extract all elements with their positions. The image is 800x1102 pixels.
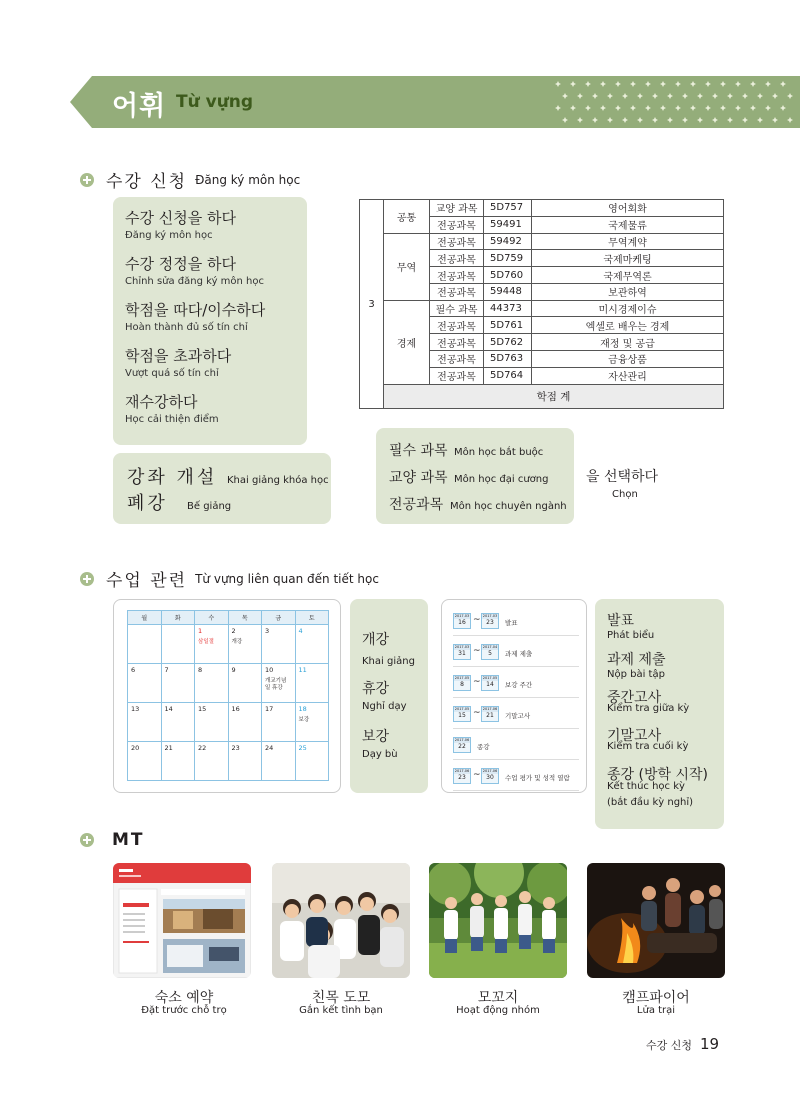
group-activity-illustration bbox=[429, 863, 567, 978]
caption-vi: Gắn kết tình bạn bbox=[299, 1005, 383, 1016]
course-code: 59491 bbox=[484, 216, 532, 233]
plus-icon bbox=[80, 833, 94, 847]
vocab-box-course-open bbox=[113, 453, 331, 524]
photo-campfire bbox=[587, 863, 725, 978]
course-code: 5D760 bbox=[484, 267, 532, 284]
vocab-vi: (bắt đầu kỳ nghỉ) bbox=[607, 797, 694, 808]
header-banner bbox=[70, 76, 800, 128]
course-type: 필수 과목 bbox=[430, 300, 484, 317]
group-cell: 경제 bbox=[384, 300, 430, 384]
vocab-vi: Nộp bài tập bbox=[607, 669, 665, 680]
group-cell: 공통 bbox=[384, 200, 430, 234]
vocab-item: 교양 과목 Môn học đại cương bbox=[389, 470, 549, 486]
plus-icon bbox=[80, 173, 94, 187]
day-number: 25 bbox=[298, 744, 307, 752]
calendar-day bbox=[262, 742, 296, 781]
start-date: 2017.06 23 bbox=[453, 768, 471, 784]
end-date: 2017.05 14 bbox=[481, 675, 499, 691]
booking-website-illustration bbox=[113, 863, 251, 978]
start-date: 2017.03 16 bbox=[453, 613, 471, 629]
vocab-box-course-types bbox=[376, 428, 574, 524]
day-number: 22 bbox=[198, 744, 207, 752]
section-heading-mt: MT bbox=[80, 830, 153, 850]
course-name: 영어회화 bbox=[532, 200, 724, 217]
course-code: 5D763 bbox=[484, 351, 532, 368]
course-type: 전공과목 bbox=[430, 351, 484, 368]
calendar-weekday: 금 bbox=[262, 611, 296, 625]
day-number: 24 bbox=[265, 744, 274, 752]
day-number: 7 bbox=[164, 666, 169, 674]
vocab-vi: Kết thúc học kỳ bbox=[607, 781, 685, 792]
vocab-ko: 중간고사 bbox=[607, 690, 662, 706]
photo-group-activity bbox=[429, 863, 567, 978]
plus-icon bbox=[80, 572, 94, 586]
vocab-ko: 개강 bbox=[362, 632, 390, 648]
day-number: 11 bbox=[298, 666, 307, 674]
day-number: 10 bbox=[265, 666, 274, 674]
course-code: 44373 bbox=[484, 300, 532, 317]
vocab-item: 강좌 개설 Khai giảng khóa học bbox=[127, 467, 329, 488]
course-row bbox=[360, 200, 724, 217]
end-date: 2017.06 30 bbox=[481, 768, 499, 784]
select-verb: 을 선택하다 bbox=[586, 469, 659, 485]
course-name: 무역계약 bbox=[532, 233, 724, 250]
caption-ko: 친목 도모 bbox=[311, 990, 371, 1006]
start-date: 2017.03 31 bbox=[453, 644, 471, 660]
schedule-item bbox=[453, 637, 579, 667]
vocab-vi: Nghỉ dạy bbox=[362, 701, 407, 712]
vocab-ko: 발표 bbox=[607, 613, 635, 629]
range-tilde: ~ bbox=[473, 646, 481, 656]
vocab-vi: Kiểm tra giữa kỳ bbox=[607, 703, 690, 714]
course-row bbox=[360, 300, 724, 317]
calendar-day bbox=[161, 703, 195, 742]
calendar-day bbox=[262, 664, 296, 703]
calendar-day bbox=[195, 664, 229, 703]
calendar-week bbox=[128, 703, 329, 742]
schedule-label: 보강 주간 bbox=[505, 681, 533, 689]
calendar-weekday: 토 bbox=[295, 611, 329, 625]
calendar-day bbox=[228, 703, 262, 742]
start-date: 2017.06 22 bbox=[453, 737, 471, 753]
campfire-illustration bbox=[587, 863, 725, 978]
day-number: 14 bbox=[164, 705, 173, 713]
caption-ko: 캠프파이어 bbox=[622, 990, 690, 1006]
course-code: 5D762 bbox=[484, 334, 532, 351]
schedule-card bbox=[441, 599, 587, 793]
calendar-day bbox=[195, 742, 229, 781]
schedule-item bbox=[453, 606, 579, 636]
page-title: 어휘 bbox=[112, 91, 167, 122]
section-heading-registration: 수강 신청 Đăng ký môn học bbox=[80, 167, 300, 192]
calendar bbox=[127, 610, 329, 781]
vocab-ko: 과제 제출 bbox=[607, 652, 666, 668]
calendar-day bbox=[195, 703, 229, 742]
day-number: 9 bbox=[231, 666, 236, 674]
calendar-week bbox=[128, 664, 329, 703]
vocab-item: 수강 정정을 하다 Chỉnh sửa đăng ký môn học bbox=[125, 255, 265, 287]
day-number: 2 bbox=[231, 627, 236, 635]
vocab-box-academic-events bbox=[595, 599, 724, 829]
caption-ko: 모꼬지 bbox=[477, 990, 519, 1006]
day-number: 16 bbox=[231, 705, 240, 713]
course-code: 59492 bbox=[484, 233, 532, 250]
vocab-item: 폐강 Bế giảng bbox=[127, 493, 232, 514]
page-number: 19 bbox=[700, 1035, 720, 1053]
calendar-day bbox=[295, 703, 329, 742]
caption-ko: 숙소 예약 bbox=[154, 990, 214, 1006]
day-number: 4 bbox=[298, 627, 303, 635]
schedule-label: 수업 평가 및 성적 열람 bbox=[505, 774, 570, 782]
schedule-label: 기말고사 bbox=[505, 712, 531, 720]
day-number: 21 bbox=[164, 744, 173, 752]
calendar-day bbox=[161, 742, 195, 781]
course-type: 전공과목 bbox=[430, 233, 484, 250]
day-number: 8 bbox=[198, 666, 203, 674]
calendar-weekday: 수 bbox=[195, 611, 229, 625]
calendar-day bbox=[128, 625, 162, 664]
vocab-item: 필수 과목 Môn học bắt buộc bbox=[389, 443, 544, 459]
vocab-ko: 종강 (방학 시작) bbox=[607, 767, 708, 783]
calendar-day bbox=[295, 625, 329, 664]
course-name: 엑셀로 배우는 경제 bbox=[532, 317, 724, 334]
range-tilde: ~ bbox=[473, 708, 481, 718]
total-row bbox=[360, 384, 724, 408]
day-number: 1 bbox=[198, 627, 203, 635]
page-subtitle: Từ vựng bbox=[176, 92, 254, 112]
schedule-item bbox=[453, 699, 579, 729]
day-number: 6 bbox=[131, 666, 136, 674]
course-name: 미시경제이슈 bbox=[532, 300, 724, 317]
course-type: 전공과목 bbox=[430, 283, 484, 300]
vocab-vi: Khai giảng bbox=[362, 656, 415, 667]
caption-vi: Hoạt động nhóm bbox=[456, 1005, 540, 1016]
calendar-day bbox=[128, 703, 162, 742]
friends-photo-illustration bbox=[272, 863, 410, 978]
day-number: 20 bbox=[131, 744, 140, 752]
footer-chapter: 수강 신청 bbox=[646, 1039, 693, 1052]
schedule-label: 발표 bbox=[505, 619, 518, 627]
schedule-label: 과제 제출 bbox=[505, 650, 533, 658]
day-event: 삼일절 bbox=[198, 639, 214, 645]
calendar-weekday: 목 bbox=[228, 611, 262, 625]
photo-accommodation-booking bbox=[113, 863, 251, 978]
course-row bbox=[360, 233, 724, 250]
course-name: 국제마케팅 bbox=[532, 250, 724, 267]
vocab-ko: 보강 bbox=[362, 729, 390, 745]
vocab-vi: Kiểm tra cuối kỳ bbox=[607, 741, 689, 752]
course-name: 재정 및 공급 bbox=[532, 334, 724, 351]
calendar-day bbox=[128, 664, 162, 703]
grade-cell: 3 bbox=[360, 200, 384, 409]
calendar-weekday: 월 bbox=[128, 611, 162, 625]
vocab-item: 학점을 초과하다 Vượt quá số tín chỉ bbox=[125, 347, 232, 379]
course-code: 5D757 bbox=[484, 200, 532, 217]
calendar-day bbox=[161, 625, 195, 664]
start-date: 2017.05 8 bbox=[453, 675, 471, 691]
course-code: 59448 bbox=[484, 283, 532, 300]
day-number: 23 bbox=[231, 744, 240, 752]
vocab-item: 전공과목 Môn học chuyên ngành bbox=[389, 497, 567, 513]
schedule-item bbox=[453, 668, 579, 698]
select-verb-meaning: Chọn bbox=[612, 489, 638, 500]
day-number: 13 bbox=[131, 705, 140, 713]
section-heading-class: 수업 관련 Từ vựng liên quan đến tiết học bbox=[80, 566, 379, 591]
caption-vi: Lửa trại bbox=[636, 1005, 676, 1016]
caption-vi: Đặt trước chỗ trọ bbox=[141, 1005, 227, 1016]
course-type: 전공과목 bbox=[430, 267, 484, 284]
group-cell: 무역 bbox=[384, 233, 430, 300]
course-name: 보관하역 bbox=[532, 283, 724, 300]
end-date: 2017.03 23 bbox=[481, 613, 499, 629]
schedule-item bbox=[453, 761, 579, 791]
vocab-ko: 기말고사 bbox=[607, 728, 662, 744]
calendar-weekday: 화 bbox=[161, 611, 195, 625]
course-type: 전공과목 bbox=[430, 334, 484, 351]
calendar-week bbox=[128, 742, 329, 781]
course-name: 국제무역론 bbox=[532, 267, 724, 284]
calendar-day bbox=[262, 625, 296, 664]
calendar-week bbox=[128, 625, 329, 664]
day-number: 15 bbox=[198, 705, 207, 713]
course-type: 전공과목 bbox=[430, 367, 484, 384]
calendar-day bbox=[228, 664, 262, 703]
range-tilde: ~ bbox=[473, 677, 481, 687]
calendar-day bbox=[295, 742, 329, 781]
course-code: 5D764 bbox=[484, 367, 532, 384]
day-event: 개강 bbox=[231, 639, 243, 645]
course-type: 전공과목 bbox=[430, 250, 484, 267]
photo-friendship bbox=[272, 863, 410, 978]
course-type: 교양 과목 bbox=[430, 200, 484, 217]
vocab-item: 수강 신청을 하다 Đăng ký môn học bbox=[125, 209, 236, 241]
calendar-card bbox=[113, 599, 341, 793]
calendar-day bbox=[228, 742, 262, 781]
vocab-ko: 휴강 bbox=[362, 681, 390, 697]
course-type: 전공과목 bbox=[430, 216, 484, 233]
vocab-box-registration bbox=[113, 197, 307, 445]
calendar-day bbox=[295, 664, 329, 703]
vocab-item: 재수강하다 Học cải thiện điểm bbox=[125, 393, 219, 425]
range-tilde: ~ bbox=[473, 615, 481, 625]
total-label: 학점 계 bbox=[384, 384, 724, 408]
calendar-day bbox=[262, 703, 296, 742]
day-number: 17 bbox=[265, 705, 274, 713]
course-table bbox=[359, 199, 724, 409]
day-event: 보강 bbox=[298, 717, 310, 723]
start-date: 2017.05 15 bbox=[453, 706, 471, 722]
course-name: 국제물류 bbox=[532, 216, 724, 233]
course-code: 5D759 bbox=[484, 250, 532, 267]
page-footer bbox=[646, 1035, 719, 1053]
calendar-day bbox=[161, 664, 195, 703]
day-number: 3 bbox=[265, 627, 270, 635]
schedule-item bbox=[453, 730, 579, 760]
vocab-vi: Dạy bù bbox=[362, 749, 398, 760]
calendar-day bbox=[128, 742, 162, 781]
course-type: 전공과목 bbox=[430, 317, 484, 334]
course-name: 자산관리 bbox=[532, 367, 724, 384]
schedule-label: 종강 bbox=[477, 743, 490, 751]
day-number: 18 bbox=[298, 705, 307, 713]
day-event: 개교기념일 휴강 bbox=[265, 678, 287, 691]
calendar-day bbox=[195, 625, 229, 664]
course-name: 금융상품 bbox=[532, 351, 724, 368]
course-code: 5D761 bbox=[484, 317, 532, 334]
vocab-item: 학점을 따다/이수하다 Hoàn thành đủ số tín chỉ bbox=[125, 301, 266, 333]
end-date: 2017.04 5 bbox=[481, 644, 499, 660]
vocab-vi: Phát biểu bbox=[607, 630, 655, 641]
vocab-box-class-status bbox=[350, 599, 428, 793]
range-tilde: ~ bbox=[473, 770, 481, 780]
end-date: 2017.06 21 bbox=[481, 706, 499, 722]
calendar-day bbox=[228, 625, 262, 664]
